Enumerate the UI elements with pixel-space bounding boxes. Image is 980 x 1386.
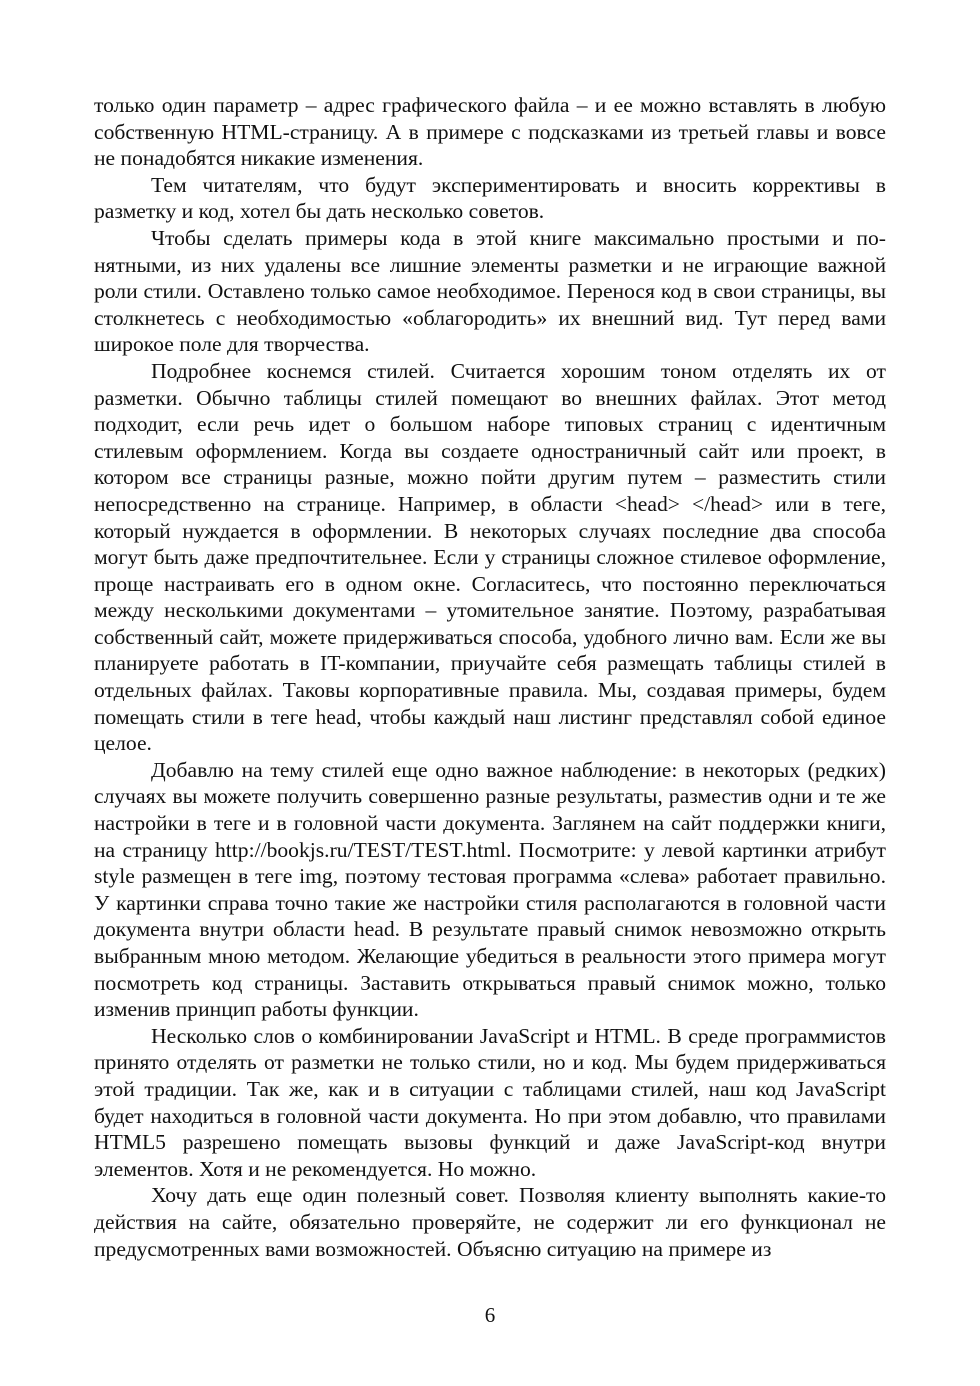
paragraph-styles: Подробнее коснемся стилей. Считается хорошим тоном отделять их от разметки. Обычно таблицы стилей помещают во внешних файлах. Этот метод подходит, если речь идет о большом наборе типовых страниц с идентичным стилевым оформлением. Когда вы создаете одностраничный сайт или проект, в котором все страницы разные, можно пойти другим путем – разместить стили непосредственно на странице. Например, в области <head> </head> или в теге, который нуждается в оформлении. В некоторых случаях последние два способа могут быть даже предпочтительнее. Если у страницы сложное стилевое оформление, проще настраивать его в одном окне. Согласитесь, что постоянно переключаться между несколькими документами – утомительное занятие. Поэтому, разрабатывая собственный сайт, можете придерживаться способа, удобного лично вам. Если же вы планируете работать в IT-компании, приучайте себя размещать таблицы стилей в отдельных файлах. Таковы корпоративные правила. Мы, создавая примеры, будем помещать стили в теге head, чтобы каждый наш листинг представлял собой единое целое. bbox=[94, 358, 886, 756]
page-body bbox=[94, 92, 886, 1262]
paragraph-advice-intro: Тем читателям, что будут экспериментировать и вносить коррективы в разметку и код, хотел бы дать несколько советов. bbox=[94, 172, 886, 224]
page-number: 6 bbox=[484, 1303, 496, 1327]
paragraph-styles-observation: Добавлю на тему стилей еще одно важное наблюдение: в некоторых (редких) случаях вы можете получить совершенно разные результаты, разместив одни и те же настройки в теге и в головной части документа. Заглянем на сайт поддержки книги, на страницу http://bookjs.ru/TEST/TEST.html. Посмотрите: у левой картинки атрибут style размещен в теге img, поэтому тестовая программа «слева» работает правильно. У картинки справа точно такие же настройки стиля располагаются в головной части документа внутри области head. В результате правый снимок невозможно открыть выбранным мною методом. Желающие убедиться в реальности этого примера могут посмотреть код страницы. Заставить открываться правый снимок можно, только изменив принцип работы функции. bbox=[94, 757, 886, 1022]
paragraph-useful-advice: Хочу дать еще один полезный совет. Позволяя клиенту выполнять какие-то действия на сайте, обязательно проверяйте, не содержит ли его функционал не предусмотренных вами возможностей. Объясню ситуацию на примере из bbox=[94, 1183, 886, 1261]
paragraph-javascript-html: Несколько слов о комбинировании JavaScript и HTML. В среде программистов принято отделять от разметки не только стили, но и код. Мы будем придерживаться этой традиции. Так же, как и в ситуации с таблицами стилей, наш код JavaScript будет находиться в головной части документа. Но при этом добавлю, что правилами HTML5 разрешено помещать вызовы функций и даже JavaScript-код внутри элементов. Хотя и не рекомендуется. Но можно. bbox=[94, 1023, 886, 1181]
paragraph-continuation: только один параметр – адрес графического файла – и ее можно вставлять в любую собственную HTML-страницу. А в примере с подсказками из третьей главы и вовсе не понадобятся никакие изменения. bbox=[94, 93, 886, 171]
paragraph-simplified-code: Чтобы сделать примеры кода в этой книге максимально простыми и понятными, из них удалены все лишние элементы разметки и не играющие важной роли стили. Оставлено только самое необходимое. Перенося код в свои страницы, вы столкнетесь с необходимостью «облагородить» их внешний вид. Тут перед вами широкое поле для творчества. bbox=[94, 225, 886, 357]
